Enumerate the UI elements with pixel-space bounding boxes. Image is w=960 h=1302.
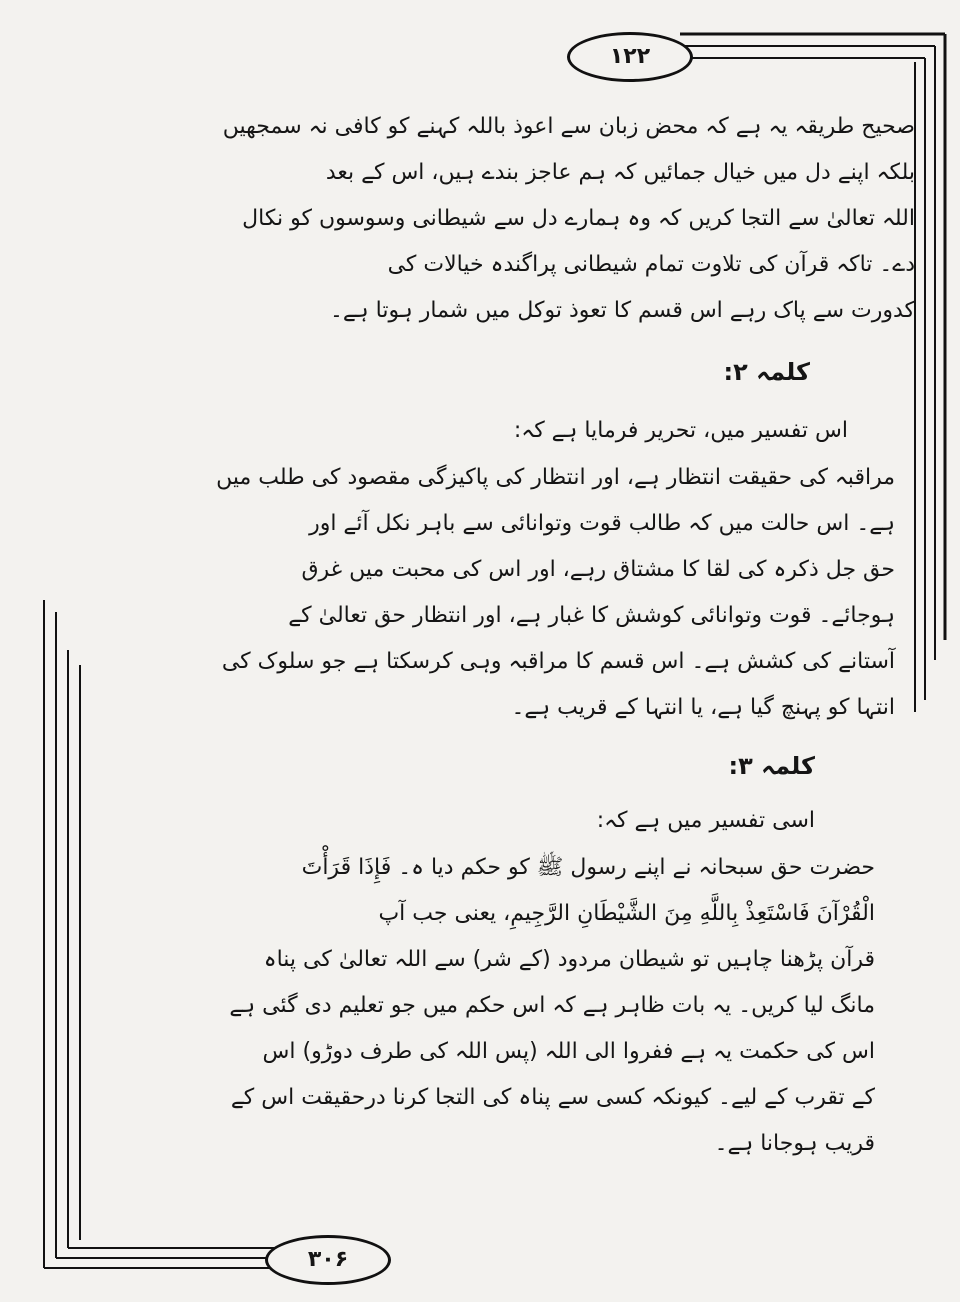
section-heading-2: کلمہ ۲: <box>723 358 810 386</box>
text-line: الْقُرْآنَ فَاسْتَعِذْ بِاللَّهِ مِنَ الشَّيْطَانِ الرَّجِيمِ، یعنی جب آپ <box>378 901 875 926</box>
text-line: بلکہ اپنے دل میں خیال جمائیں کہ ہم عاجز بندے ہیں، اس کے بعد <box>325 160 915 185</box>
paragraph-section-1 <box>205 104 915 334</box>
text-line: ہے۔ اس حالت میں کہ طالب قوت وتوانائی سے باہر نکل آئے اور <box>309 511 895 536</box>
text-line: مراقبہ کی حقیقت انتظار ہے، اور انتظار کی پاکیزگی مقصود کی طلب میں <box>216 465 895 490</box>
section-heading-3: کلمہ ۳: <box>728 752 815 780</box>
page-number-bottom: ۳۰۶ <box>265 1235 391 1285</box>
text-line: انتہا کو پہنچ گیا ہے، یا انتہا کے قریب ہے۔ <box>511 695 895 720</box>
text-line: کے تقرب کے لیے۔ کیونکہ کسی سے پناہ کی التجا کرنا درحقیقت اس کے <box>230 1085 875 1110</box>
text-line: ہوجائے۔ قوت وتوانائی کوشش کا غبار ہے، اور انتظار حق تعالیٰ کے <box>288 603 895 628</box>
text-line: دے۔ تاکہ قرآن کی تلاوت تمام شیطانی پراگندہ خیالات کی <box>387 252 915 277</box>
text-line: قرآن پڑھنا چاہیں تو شیطان مردود (کے شر) سے اللہ تعالیٰ کی پناہ <box>263 947 875 972</box>
text-line: آستانے کی کشش ہے۔ اس قسم کا مراقبہ وہی کرسکتا ہے جو سلوک کی <box>221 649 895 674</box>
paragraph-section-2 <box>205 455 895 731</box>
section-intro-2: اس تفسیر میں، تحریر فرمایا ہے کہ: <box>513 418 848 443</box>
text-line: مانگ لیا کریں۔ یہ بات ظاہر ہے کہ اس حکم میں جو تعلیم دی گئی ہے <box>229 993 875 1018</box>
text-line: حق جل ذکرہ کی لقا کا مشتاق رہے، اور اس کی محبت میں غرق <box>301 557 895 582</box>
section-intro-3: اسی تفسیر میں ہے کہ: <box>596 808 815 833</box>
paragraph-section-3 <box>180 845 875 1167</box>
text-line: اس کی حکمت یہ ہے ففروا الی اللہ (پس اللہ کی طرف دوڑو) اس <box>262 1039 875 1064</box>
page-number-top: ۱۲۲ <box>567 32 693 82</box>
text-line: قریب ہوجانا ہے۔ <box>714 1131 875 1156</box>
text-line: اللہ تعالیٰ سے التجا کریں کہ وہ ہمارے دل سے شیطانی وسوسوں کو نکال <box>242 206 915 231</box>
text-line: صحیح طریقہ یہ ہے کہ محض زبان سے اعوذ باللہ کہنے کو کافی نہ سمجھیں <box>222 114 915 139</box>
text-line: کدورت سے پاک رہے اس قسم کا تعوذ توکل میں شمار ہوتا ہے۔ <box>330 298 915 323</box>
text-line: حضرت حق سبحانہ نے اپنے رسول ﷺ کو حکم دیا ہ۔ فَإِذَا قَرَأْتَ <box>301 855 875 880</box>
